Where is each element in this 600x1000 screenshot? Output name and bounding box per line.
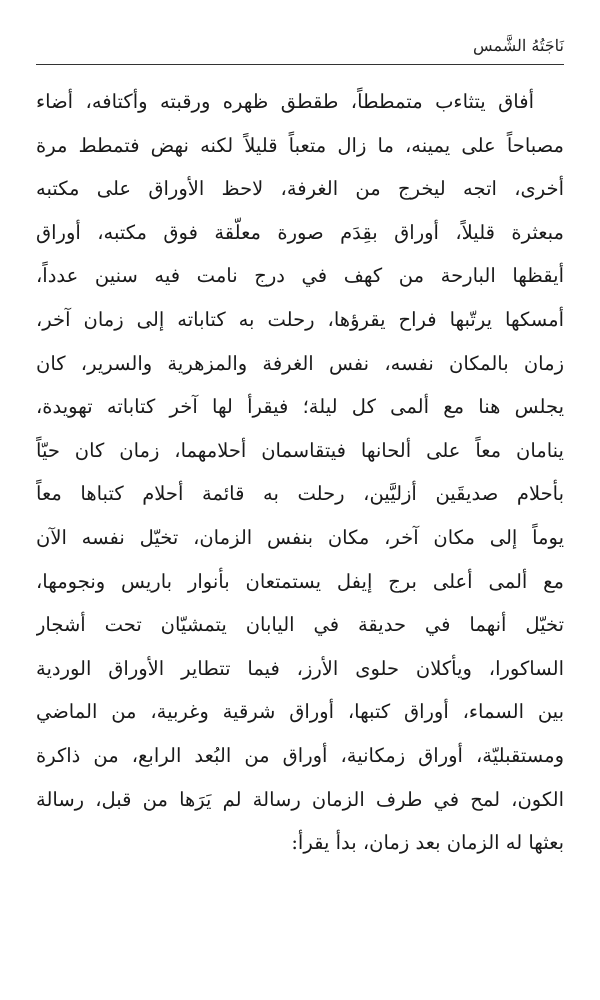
- text-line: بأحلام صديقَين أزليَّين، رحلت به قائمة أحلام كتباها معاً: [36, 482, 564, 506]
- text-line: أمسكها يرتّبها فراح يقرؤها، رحلت به كتاباته إلى زمان آخر،: [36, 307, 564, 331]
- text-line: تخيّل أنهما في حديقة في اليابان يتمشيّان تحت أشجار: [36, 613, 564, 637]
- text-line: ومستقبليّة، أوراق زمكانية، أوراق من البُعد الرابع، من ذاكرة: [36, 743, 564, 767]
- text-line: يوماً إلى مكان آخر، مكان بنفس الزمان، تخيّل نفسه الآن: [36, 525, 564, 549]
- text-line: زمان بالمكان نفسه، نفس الغرفة والمزهرية والسرير، كان: [36, 351, 564, 375]
- text-line: الساكورا، ويأكلان حلوى الأرز، فيما تتطاير الأوراق الوردية: [36, 656, 564, 680]
- text-line: ينامان معاً على ألحانها فيتقاسمان أحلامهما، زمان كان حيّاً: [36, 438, 564, 462]
- text-line: أفاق يتثاءب متمططاً، طقطق ظهره ورقبته وأكتافه، أضاء: [36, 90, 534, 113]
- header-divider: [36, 64, 564, 65]
- body-text: [36, 80, 564, 865]
- text-line: الكون، لمح في طرف الزمان رسالة لم يَرَها من قبل، رسالة: [36, 787, 564, 811]
- running-header-title: نَاجَتُهُ الشَّمس: [473, 36, 564, 55]
- text-line: بين السماء، أوراق كتبها، أوراق شرقية وغربية، من الماضي: [36, 700, 564, 724]
- text-line: مع ألمى أعلى برج إيفل يستمتعان بأنوار باريس ونجومها،: [36, 569, 564, 593]
- text-line: أيقظها البارحة من كهف في درج نامت فيه سنين عدداً،: [36, 264, 564, 288]
- text-line: أخرى، اتجه ليخرج من الغرفة، لاحظ الأوراق على مكتبه: [36, 177, 564, 201]
- text-line: يجلس هنا مع ألمى كل ليلة؛ فيقرأ لها آخر كتاباته تهويدة،: [36, 395, 564, 419]
- text-line: مصباحاً على يمينه، ما زال متعباً قليلاً لكنه نهض فتمطط مرة: [36, 133, 564, 157]
- text-line: مبعثرة قليلاً، أوراق بقِدَم صورة معلّقة فوق مكتبه، أوراق: [36, 220, 564, 244]
- text-line: بعثها له الزمان بعد زمان، بدأ يقرأ:: [291, 831, 564, 855]
